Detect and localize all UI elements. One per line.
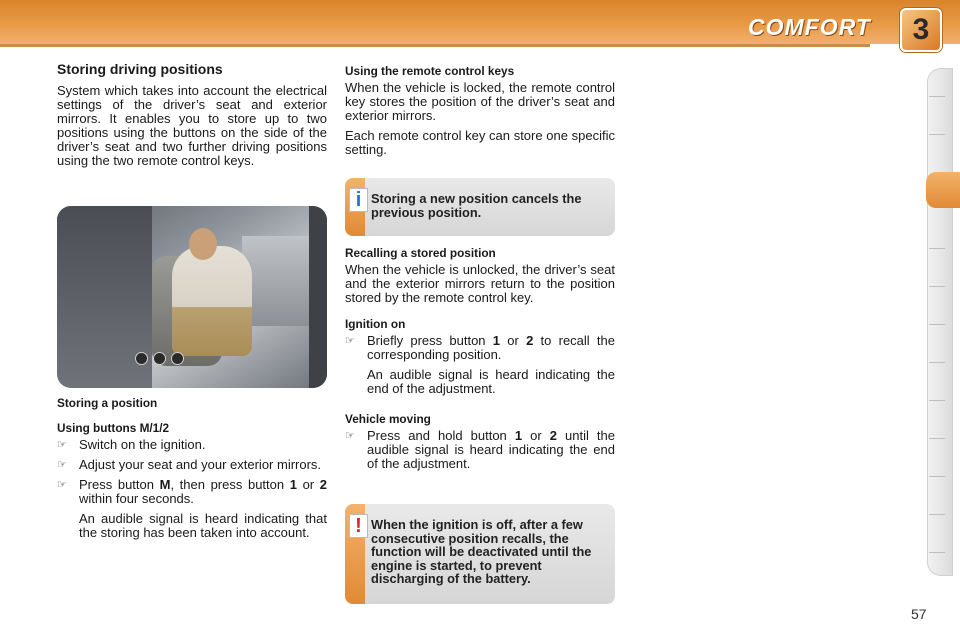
photo-driver-head — [189, 228, 217, 260]
right-column-top — [345, 64, 615, 163]
right-column-middle — [345, 246, 615, 477]
photo-driver — [172, 246, 252, 356]
recall-heading: Recalling a stored position — [345, 246, 496, 260]
storing-heading: Storing a position — [57, 396, 158, 410]
page-title: Storing driving positions — [57, 61, 223, 77]
using-buttons-heading: Using buttons M/1/2 — [57, 421, 170, 435]
section-title: COMFORT — [748, 14, 871, 40]
remote-heading: Using the remote control keys — [345, 64, 515, 78]
memory-button-icon — [171, 352, 184, 365]
remote-paragraph-2: Each remote control key can store one specific setting. — [345, 128, 615, 157]
tab-divider — [929, 476, 945, 477]
chapter-tab-strip — [927, 68, 953, 576]
tab-divider — [929, 324, 945, 325]
remote-paragraph-1: When the vehicle is locked, the remote control key stores the position of the driver’s seat and exterior mirrors. — [345, 80, 615, 123]
tab-divider — [929, 400, 945, 401]
bullet-item: ☞ Adjust your seat and your exterior mirrors. — [57, 457, 322, 472]
memory-button-icon — [135, 352, 148, 365]
active-chapter-tab — [926, 172, 960, 208]
tab-divider — [929, 362, 945, 363]
page-number: 57 — [911, 606, 927, 622]
warning-icon: ! — [349, 514, 368, 538]
ignition-audible-note: An audible signal is heard indicating the end of the adjustment. — [367, 367, 615, 396]
tab-divider — [929, 286, 945, 287]
pointing-hand-icon: ☞ — [345, 335, 355, 347]
warning-notice-text: When the ignition is off, after a few consecutive position recalls, the function will be deactivated until the engine is started, to prevent discharging of the battery. — [371, 517, 592, 586]
tab-divider — [929, 96, 945, 97]
info-icon: i — [349, 188, 368, 212]
info-notice — [345, 178, 615, 236]
tab-divider — [929, 552, 945, 553]
memory-button-icon — [153, 352, 166, 365]
bullet-item: ☞ Press button M, then press button 1 or 2 within four seconds. — [57, 477, 327, 506]
ignition-heading: Ignition on — [345, 317, 406, 331]
left-column-bottom — [57, 396, 327, 546]
bullet-item: ☞ Switch on the ignition. — [57, 437, 206, 452]
driver-seat-photo — [57, 206, 327, 388]
left-column-top — [57, 62, 327, 174]
pointing-hand-icon: ☞ — [57, 479, 67, 491]
recall-paragraph: When the vehicle is unlocked, the driver’s seat and the exterior mirrors return to the position stored by the remote control key. — [345, 262, 615, 305]
vehicle-moving-heading: Vehicle moving — [345, 412, 431, 426]
tab-divider — [929, 438, 945, 439]
chapter-badge: 3 — [900, 8, 942, 52]
pointing-hand-icon: ☞ — [345, 430, 355, 442]
tab-divider — [929, 248, 945, 249]
bullet-item: ☞ Briefly press button 1 or 2 to recall the corresponding position. — [345, 333, 615, 362]
header-rule — [0, 44, 870, 47]
audible-signal-note: An audible signal is heard indicating that the storing has been taken into account. — [79, 511, 327, 540]
photo-memory-buttons — [135, 352, 184, 365]
pointing-hand-icon: ☞ — [57, 459, 67, 471]
intro-paragraph: System which takes into account the electrical settings of the driver’s seat and exterior mirrors. It enables you to store up to two positions using the buttons on the side of the driver’s seat and two further driving positions using the two remote control keys. — [57, 83, 327, 168]
tab-divider — [929, 514, 945, 515]
pointing-hand-icon: ☞ — [57, 439, 67, 451]
bullet-item: ☞ Press and hold button 1 or 2 until the audible signal is heard indicating the end of the adjustment. — [345, 428, 615, 471]
photo-pillar — [309, 206, 327, 388]
tab-divider — [929, 134, 945, 135]
warning-notice — [345, 504, 615, 604]
info-notice-text: Storing a new position cancels the previous position. — [371, 191, 582, 220]
